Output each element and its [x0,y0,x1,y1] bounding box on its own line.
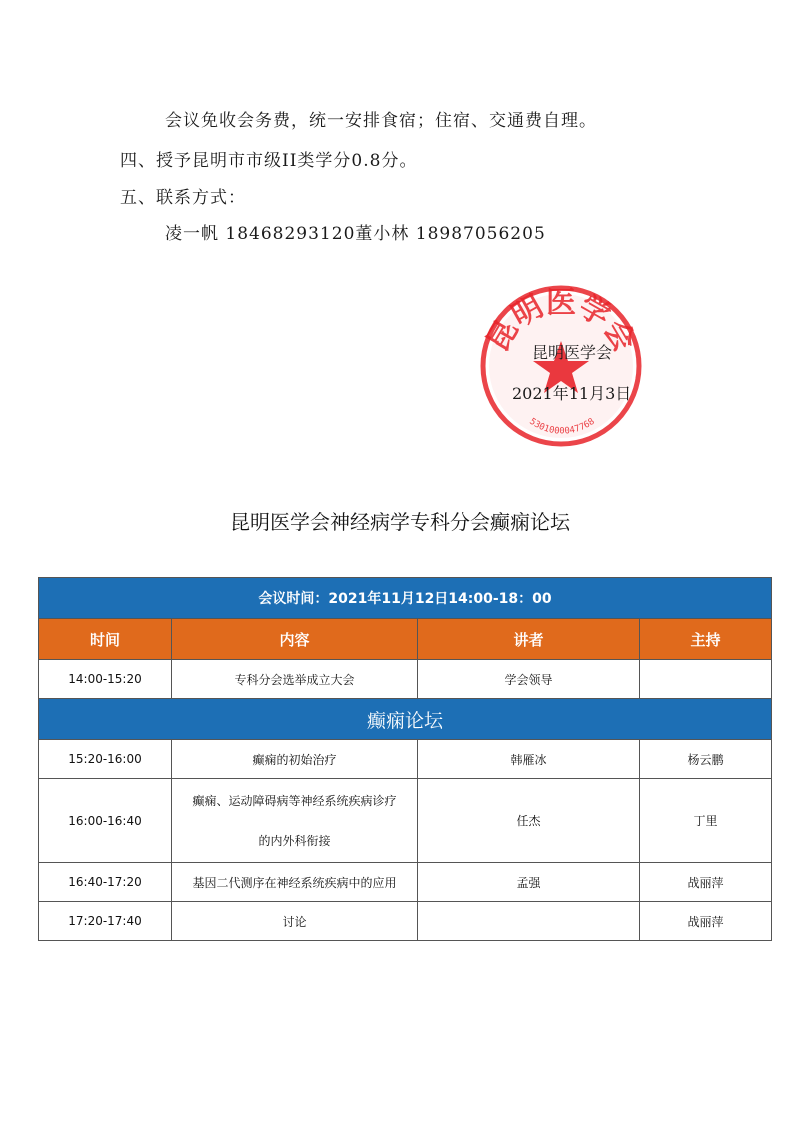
row-content: 讨论 [172,902,418,941]
table-row [39,660,772,699]
row-speaker: 任杰 [418,779,640,863]
row-time: 17:20-17:40 [39,902,172,941]
section-title: 癫痫论坛 [39,699,772,740]
row-content-line2: 的内外科衔接 [258,833,331,848]
table-row [39,779,772,863]
schedule-table [38,577,772,941]
row-host: 杨云鹏 [640,740,772,779]
row-time: 16:00-16:40 [39,779,172,863]
signature-date: 2021年11月3日 [512,384,632,403]
signature-org: 昆明医学会 [532,343,613,362]
row-content: 专科分会选举成立大会 [172,660,418,699]
row-content-line1: 癫痫、运动障碍病等神经系统疾病诊疗 [192,793,397,808]
intro-line-fees: 会议免收会务费，统一安排食宿；住宿、交通费自理。 [165,111,597,131]
row-time: 16:40-17:20 [39,863,172,902]
row-speaker [418,902,640,941]
table-row [39,863,772,902]
row-host [640,660,772,699]
seal-org-text: 昆明医学会 [480,285,642,358]
row-speaker: 学会领导 [418,660,640,699]
row-host: 战丽萍 [640,863,772,902]
header-time: 时间 [39,619,172,660]
schedule-title: 昆明医学会神经病学专科分会癫痫论坛 [230,510,570,534]
row-content: 癫痫的初始治疗 [172,740,418,779]
header-speaker: 讲者 [418,619,640,660]
row-time: 14:00-15:20 [39,660,172,699]
header-host: 主持 [640,619,772,660]
row-time: 15:20-16:00 [39,740,172,779]
row-host: 丁里 [640,779,772,863]
table-row [39,740,772,779]
intro-line-contacts: 凌一帆 18468293120董小林 18987056205 [165,224,546,244]
intro-line-contact-heading: 五、联系方式： [120,188,246,208]
header-content: 内容 [172,619,418,660]
section-row [39,699,772,740]
intro-line-credits: 四、授予昆明市市级II类学分0.8分。 [120,151,418,171]
row-speaker: 韩雁冰 [418,740,640,779]
table-header-row [39,619,772,660]
row-host: 战丽萍 [640,902,772,941]
seal-number-text: 5301000047768 [527,416,597,437]
official-seal-stamp [478,283,644,449]
row-content [172,779,418,863]
row-speaker: 孟强 [418,863,640,902]
table-row [39,902,772,941]
row-content: 基因二代测序在神经系统疾病中的应用 [172,863,418,902]
meeting-time: 会议时间：2021年11月12日14:00-18：00 [39,578,772,619]
meeting-time-row [39,578,772,619]
